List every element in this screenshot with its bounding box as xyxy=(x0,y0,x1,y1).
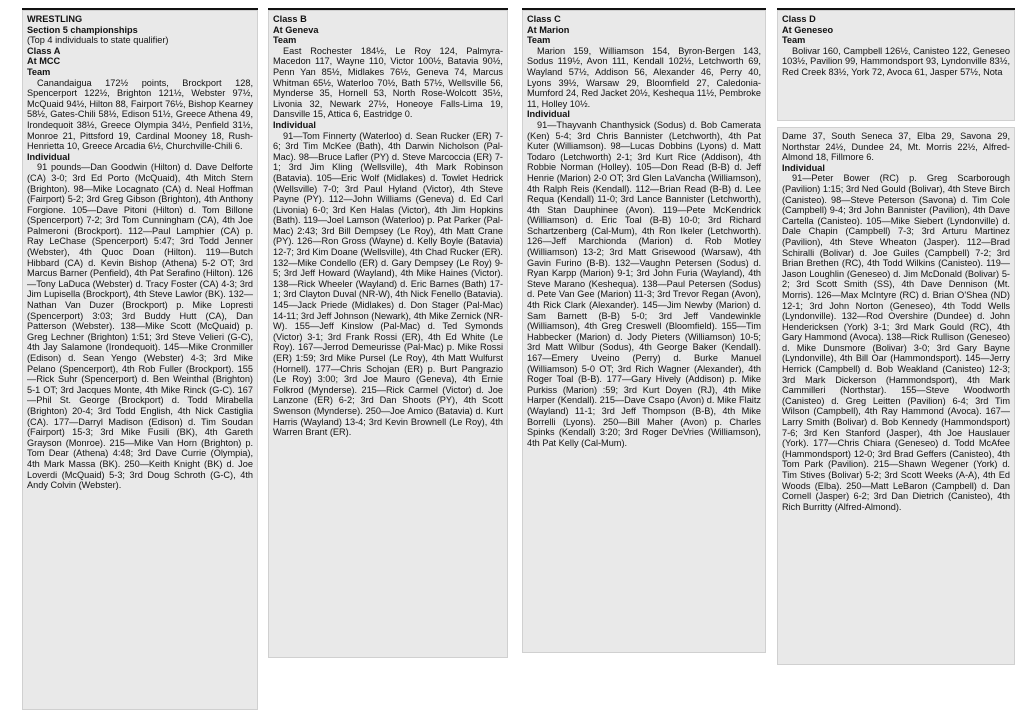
team-standings: Canandaigua 172½ points, Brockport 128, Spencerport 122½, Brighton 121½, Webster 97½, McQuaid 94½, Hilton 88, Fairport 76½, Bishop Kearney 58½, Gates-Chili 58½, Edison 51½, Greece Athena 49, Irondequoit 38½, Greece Olympia 34½, Penfield 31½, Monroe 21, Pittsford 19, Cardinal Mooney 18, Rush-Henrietta 10, Greece Arcadia 6½, Churchville-Chili 6. xyxy=(27,77,253,152)
class-heading: Class C xyxy=(527,14,561,24)
class-c-results-clipping xyxy=(522,8,766,653)
site-heading: At Geneva xyxy=(273,24,319,35)
individual-results: 91—Tom Finnerty (Waterloo) d. Sean Rucker (ER) 7-6; 3rd Tim McKee (Bath), 4th Darwin Nicholson (Pal-Mac). 98—Bruce Lafler (PY) d. Steve Marcoccia (ER) 7-1; 3rd Jim Kling (Wellsville), 4th Mark Robinson (Batavia). 105—Eric Wolf (Midlakes) d. Towlet Hedrick (Wellsville) 7-0; 3rd Paul Hyland (Victor), 4th Steve Payne (PY). 112—John Williams (Geneva) d. Ed Carl (Livonia) 6-0; 3rd Ken Halas (Victor), 4th Jim Hopkins (Bath). 119—Joel Lamson (Waterloo) p. Pat Parker (Pal-Mac) 2:43; 3rd Bill Dempsey (Le Roy), 4th Matt Crane (PY). 126—Ron Gross (Wayne) d. Kelly Boyle (Batavia) 12-7; 3rd Kim Doane (Wellsville), 4th Chad Rucker (ER). 132—Mike Condello (ER) d. Gary Dempsey (Le Roy) 9-5; 3rd Jeff Howard (Wayland), 4th Mike Haines (Victor). 138—Rick Wheeler (Wayland) d. Eric Barnes (Bath) 17-1; 3rd Clayton Duval (NR-W), 4th Nick Fenello (Batavia). 145—Jack Priede (Midlakes) d. Don Stager (Pal-Mac) 14-11; 3rd Jeff Johnson (Newark), 4th Mike Zernick (NR-W). 155—Jeff Kinslow (Pal-Mac) d. Ted Symonds (Victor) 3-1; 3rd Frank Rossi (ER), 4th Ed White (Le Roy). 167—Jerrod Demeurisse (Pal-Mac) p. Mike Rossi (ER) 1:59; 3rd Mike Pursel (Le Roy), 4th Matt Wulfurst (Hornell). 177—Chris Schojan (ER) p. Burt Pangrazio (Le Roy) 3:00; 3rd Joe Mauro (Geneva), 4th Ernie Folkrod (Mynderse). 215—Rick Carmel (Victor) d. Joe Lanzone (ER) 6-2; 3rd Dan Shoots (PY), 4th Scott Swenson (Mynderse). 250—Joe Amico (Batavia) d. Kurt Harris (Wayland) 13-4; 3rd Kevin Brownell (Le Roy), 4th Warren Brant (ER). xyxy=(273,130,503,438)
class-a-results-clipping xyxy=(22,8,258,710)
individual-label: Individual xyxy=(782,162,825,173)
site-heading: At MCC xyxy=(27,56,61,67)
team-label: Team xyxy=(782,35,806,46)
individual-label: Individual xyxy=(27,151,70,162)
individual-label: Individual xyxy=(527,109,570,120)
team-standings: Marion 159, Williamson 154, Byron-Bergen 143, Sodus 119½, Avon 111, Kendall 102½, Letchworth 69, Wayland 57½, Addison 56, Alexander 46, Perry 40, Lyons 39½, Warsaw 29, Bloomfield 27, Caledonia-Mumford 24, Red Jacket 20½, Keshequa 11½, Pembroke 11, Holley 10½. xyxy=(527,45,761,109)
class-d-results-clipping-top xyxy=(777,8,1015,121)
sport-heading: WRESTLING xyxy=(27,14,83,24)
site-heading: At Marion xyxy=(527,24,570,35)
team-standings-part2: Dame 37, South Seneca 37, Elba 29, Savona 29, Northstar 24½, Dundee 24, Mt. Morris 22½, Alfred-Almond 18, Fillmore 6. xyxy=(782,131,1010,163)
class-heading: Class A xyxy=(27,45,61,56)
team-label: Team xyxy=(273,35,297,46)
individual-results: 91—Thayvanh Chanthysick (Sodus) d. Bob Camerata (Ken) 5-4; 3rd Chris Bannister (Letchworth), 4th Pat Kuter (Williamson). 98—Lucas Dobbins (Lyons) d. Matt Todaro (Letchworth) 2-1; 3rd Kurt Rice (Addison), 4th Robbie Norman (Holley). 105—Don Read (B-B) d. Jeff Henrie (Marion) 2-0 OT; 3rd Glen LaVancha (Williamson), 4th Ralph Reis (Kendall). 112—Brian Read (B-B) d. Lee Requa (Kendall) 11-0; 3rd Lance Bannister (Letchworth), 4th Stan Dauphinee (Avon). 119—Pete McKendrick (Williamson) d. Eric Toal (B-B) 10-0; 3rd Richard Schartzenberg (Cal-Mum), 4th Ron Ikeler (Letchworth). 126—Jeff Marchionda (Marion) d. Rob Motley (Williamson) 13-2; 3rd Matt Grisewood (Warsaw), 4th Gavin Furino (B-B). 132—Vaughn Petersen (Sodus) d. Ryan Karpp (Marion) 9-1; 3rd John Furia (Wayland), 4th Steve Marano (Keshequa). 138—Paul Petersen (Sodus) d. Pete Van Gee (Marion) 11-3; 3rd Trevor Regan (Avon), 4th Rick Clark (Alexander). 145—Jim Newby (Marion) d. Sam Barnett (B-B) 5-0; 3rd Jeff Vandewinkle (Williamson), 4th Greg Creswell (Bloomfield). 155—Tim Habbecker (Marion) d. Jody Pieters (Williamson) 10-5; 3rd Matt Wilbur (Sodus), 4th George Baker (Kendall). 167—Emery Uveino (Perry) d. Burke Manuel (Williamson) 5-0 OT; 3rd Rich Wagner (Alexander), 4th Roger Toal (B-B). 177—Gary Hively (Addison) p. Mike Purkiss (Marion) :59; 3rd Kurt Doyen (RJ), 4th Mike Harper (Kendall). 215—Dave Csapo (Avon) d. Mike Flaitz (Wayland) 11-1; 3rd Jeff Thompson (B-B), 4th Mike Borrelli (Lyons). 250—Bill Maher (Avon) p. Charles Spinks (Kendall) 3:20; 3rd Roger DeVries (Williamson), 4th Pat Kelly (Cal-Mum). xyxy=(527,119,761,448)
class-heading: Class B xyxy=(273,14,307,24)
team-label: Team xyxy=(27,66,51,77)
team-label: Team xyxy=(527,35,551,46)
section-heading: Section 5 championships xyxy=(27,24,138,35)
class-b-results-clipping xyxy=(268,8,508,658)
site-heading: At Geneseo xyxy=(782,24,834,35)
class-heading: Class D xyxy=(782,14,816,24)
qualifier-note: (Top 4 individuals to state qualifier) xyxy=(27,35,169,46)
team-standings: East Rochester 184½, Le Roy 124, Palmyra-Macedon 117, Wayne 110, Victor 100½, Batavia 90½, Penn Yan 85½, Midlakes 76½, Geneva 74, Marcus Whitman 65½, Waterloo 70½, Bath 57½, Wellsville 56, Mynderse 35, Hornell 53, North Rose-Wolcott 35½, Livonia 32, Newark 27½, Honeoye Falls-Lima 19, Dansville 15, Attica 6, Eastridge 0. xyxy=(273,45,503,120)
individual-results: 91—Peter Bower (RC) p. Greg Scarborough (Pavilion) 1:15; 3rd Ned Gould (Bolivar), 4th Steve Birch (Canisteo). 98—Steve Peterson (Savona) d. Tim Cole (Campbell) 9-4; 3rd John Bannister (Pavilion), 4th Dave Cartella (Canisteo). 105—Mike Siebert (Lyndonville) d. Dale Chapin (Campbell) 7-3; 3rd Arturu Martinez (Pavilion), 4th Steve Wheaton (Jasper). 112—Brad Schiralli (Bolivar) d. Joe Guiles (Campbell) 7-2; 3rd Brian Brethen (RC), 4th Todd Wilkins (Canisteo). 119—Jason Loughlin (Geneseo) d. Jim McDonald (Bolivar) 5-2; 3rd Scott Smith (SS), 4th Dave Dennison (Mt. Morris). 126—Max McIntyre (RC) d. Brian O'Shea (ND) 12-1; 3rd John Norton (Geneseo), 4th Todd Wells (Lyndonville). 132—Rod Overshire (Dundee) d. John Hendericksen (York) 3-1; 3rd Mark Gould (RC), 4th Gary Hammond (Avoca). 138—Rick Rullison (Geneseo) d. Mike Dunsmore (Bolivar) 3-0; 3rd Gary Bayne (Lyndonville), 4th Bill Oar (Hammondsport). 145—Jerry Herrick (Campbell) d. Bob Weakland (Canisteo) 12-3; 3rd Mark Dickerson (Hammondsport), 4th Mark Cammilleri (Northstar). 155—Steve Woodworth (Canisteo) d. Greg Leitten (Pavilion) 6-4; 3rd Tim Wilson (Campbell), 4th Ray Hammond (Avoca). 167—Larry Smith (Bolivar) d. Bob Kennedy (Hammondsport) 7-6; 3rd Ken Stanford (Jasper), 4th Joe Hauslauer (York). 177—Chris Chiara (Geneseo) d. Todd McAfee (Hammondsport) 12-0; 3rd Brad Geffers (Canisteo), 4th Tom Park (Pavilion). 215—Shawn Wegener (York) d. Tim Stives (Bolivar) 5-2; 3rd Scott Weeks (A-A), 4th Ed Woods (Elba). 250—Matt LeBaron (Campbell) d. Dan Cornell (Jasper) 6-2; 3rd Dan Dietrich (Canisteo), 4th Rich Burritty (Alfred-Almond). xyxy=(782,173,1010,512)
individual-results: 91 pounds—Dan Goodwin (Hilton) d. Dave Delforte (CA) 3-0; 3rd Ed Porto (McQuaid), 4th Mitch Stern (Brighton). 98—Mike Locagnato (CA) d. Neal Hoffman (Fairport) 5-2; 3rd Greg Gibson (Brighton), 4th Anthony Forgione. 105—Dave Pitoni (Hilton) d. Tom Billone (Spencerport) 7-2; 3rd Tom Cunningham (CA), 4th Joe Palmeroni (Brockport). 112—Paul Lamphier (CA) p. Ray LeChase (Spencerport) 5:47; 3rd Todd Jenner (Webster), 4th Quoc Doan (Hilton). 119—Butch Hibbard (CA) d. Kevin Bishop (Athena) 5-2 OT; 3rd Marcus Barner (Penfield), 4th Pat Serafino (Hilton). 126—Tony LaDuca (Webster) d. Tracy Foster (CA) 4-3; 3rd Jim Lupisella (Brockport), 4th Steve Lawlor (BK). 132—Nathan Van Duzer (Brockport) p. Mike Lopresti (Spencerport) 3:03; 3rd Buddy Hutt (CA), Dan Patterson (Webster). 138—Mike Scott (McQuaid) p. Greg Lechner (Brighton) 1:51; 3rd Steve Velieri (G-C), 4th Jay Salamone (Irondequoit). 145—Mike Cronmiller (Edison) d. Sean Yengo (Webster) 4-3; 3rd Mike Pelano (Spencerport), 4th Rob Fuller (Brockport). 155—Rick Suhr (Spencerport) d. Ben Weinthal (Brighton) 5-1 OT; 3rd Jacques Monte, 4th Mike Rinck (G-C). 167—Phil St. George (Brockport) d. Todd Mirabella (Brighton) 20-4; 3rd Todd English, 4th Nick Castiglia (CA). 177—Darryl Madison (Edison) d. Tim Soudan (Fairport) 15-3; 3rd Mike Fusili (BK), 4th Gareth Grayson (Monroe). 215—Mike Van Horn (Brighton) p. Tom Dear (Athena) 4:48; 3rd Dave Currie (Olympia), 4th Mark Massa (BK). 250—Keith Knight (BK) d. Joe Loverdi (McQuaid) 5-3; 3rd Doug Schroth (G-C), 4th Andy Colvin (Webster). xyxy=(27,162,253,491)
individual-label: Individual xyxy=(273,119,316,130)
team-standings-part1: Bolivar 160, Campbell 126½, Canisteo 122, Geneseo 103½, Pavilion 99, Hammondsport 93, Lyndonville 83½, Red Creek 83½, York 72, Avoca 61, Jasper 57½, Nota xyxy=(782,45,1010,77)
class-d-results-clipping-bottom xyxy=(777,127,1015,665)
